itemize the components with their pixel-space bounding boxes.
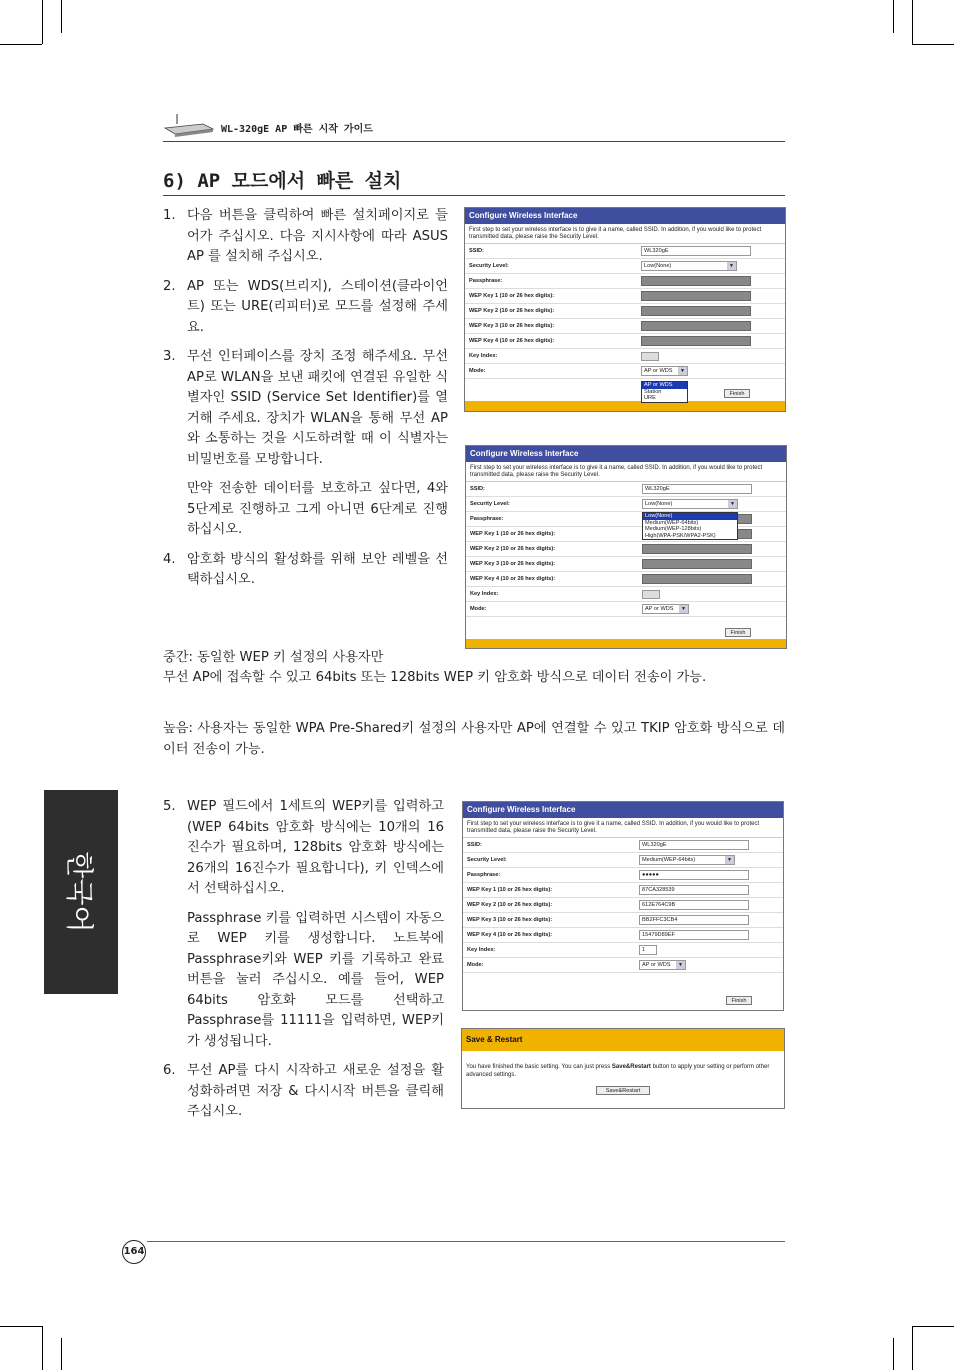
mode-select[interactable]: AP or WDS ▼ xyxy=(639,960,686,970)
list-note: 만약 전송한 데이터를 보호하고 싶다면, 4와 5단계로 진행하고 그게 아니면 6단계로 진행하십시오. xyxy=(187,481,448,537)
panel-description: First step to set your wireless interface is to give it a name, called SSID. In addition, if you would like to protect transmitted data, please raise the Security Level. xyxy=(463,818,783,838)
wep-key2-label: WEP Key 2 (10 or 26 hex digits): xyxy=(467,902,553,908)
panel-description: First step to set your wireless interface is to give it a name, called SSID. In addition, if you would like to protect transmitted data, please raise the Security Level. xyxy=(465,224,785,244)
section-title: 6) AP 모드에서 빠른 설치 xyxy=(163,166,785,196)
panel-title: Configure Wireless Interface xyxy=(463,802,783,818)
crop-mark xyxy=(912,1326,954,1327)
finish-button[interactable]: Finish xyxy=(725,628,751,637)
wep-key3-input[interactable] xyxy=(642,559,752,569)
key-index-label: Key Index: xyxy=(467,947,496,953)
mode-select[interactable]: AP or WDS ▼ xyxy=(641,366,688,376)
crop-mark xyxy=(0,1326,42,1327)
wep-key4-label: WEP Key 4 (10 or 26 hex digits): xyxy=(470,576,556,582)
crop-mark xyxy=(912,1326,913,1370)
key-index-label: Key Index: xyxy=(470,591,499,597)
key-index-select[interactable] xyxy=(642,590,660,599)
wep-key3-label: WEP Key 3 (10 or 26 hex digits): xyxy=(467,917,553,923)
language-label: 한국어 xyxy=(63,851,96,933)
passphrase-label: Passphrase: xyxy=(467,872,501,878)
chevron-down-icon: ▼ xyxy=(728,500,737,508)
header-title: WL-320gE AP 빠른 시작 가이드 xyxy=(221,124,373,135)
medium-note-a: 중간: 동일한 WEP 키 설정의 사용자만 xyxy=(163,650,384,665)
crop-mark xyxy=(893,1338,894,1370)
wep-key1-label: WEP Key 1 (10 or 26 hex digits): xyxy=(470,531,556,537)
key-index-label: Key Index: xyxy=(469,353,498,359)
key-index-select[interactable] xyxy=(641,352,659,361)
wep-key4-input[interactable] xyxy=(642,574,752,584)
wep-key2-input[interactable] xyxy=(642,544,752,554)
security-label: Security Level: xyxy=(467,857,507,863)
crop-mark xyxy=(61,1338,62,1370)
crop-mark xyxy=(893,0,894,33)
wep-key3-label: WEP Key 3 (10 or 26 hex digits): xyxy=(469,323,555,329)
mode-option[interactable]: Station xyxy=(644,388,662,395)
footer-divider xyxy=(147,1241,785,1242)
mode-option[interactable]: AP or WDS xyxy=(642,382,687,389)
wep-key4-input[interactable]: 15479D89EF xyxy=(639,930,749,940)
mode-label: Mode: xyxy=(470,606,487,612)
wep-key3-label: WEP Key 3 (10 or 26 hex digits): xyxy=(470,561,556,567)
language-tab xyxy=(44,790,118,994)
save-restart-text: You have finished the basic setting. You can just press Save&Restart button to apply your setting or perform other advanced settings. xyxy=(466,1064,770,1078)
wep-key3-input[interactable]: BB2FFC3CB4 xyxy=(639,915,749,925)
wep-key4-label: WEP Key 4 (10 or 26 hex digits): xyxy=(467,932,553,938)
wep-key1-label: WEP Key 1 (10 or 26 hex digits): xyxy=(467,887,553,893)
crop-mark xyxy=(0,44,42,45)
panel-description: First step to set your wireless interface is to give it a name, called SSID. In addition, if you would like to protect transmitted data, please raise the Security Level. xyxy=(466,462,786,482)
ssid-input[interactable]: WL320gE xyxy=(641,246,751,256)
ssid-input[interactable]: WL320gE xyxy=(642,484,752,494)
security-label: Security Level: xyxy=(469,263,509,269)
page-number: 164 xyxy=(122,1240,146,1264)
save-restart-title: Save & Restart xyxy=(462,1029,784,1051)
wep-key1-label: WEP Key 1 (10 or 26 hex digits): xyxy=(469,293,555,299)
mode-dropdown xyxy=(641,381,688,403)
chevron-down-icon: ▼ xyxy=(676,961,685,969)
crop-mark xyxy=(912,0,913,44)
security-option[interactable]: High(WPA-PSK/WPA2-PSK) xyxy=(645,532,716,539)
chevron-down-icon: ▼ xyxy=(727,262,736,270)
mode-label: Mode: xyxy=(469,368,486,374)
wep-key2-label: WEP Key 2 (10 or 26 hex digits): xyxy=(470,546,556,552)
security-select[interactable]: Low(None) ▼ xyxy=(642,499,738,509)
list-item: 3. 무선 인터페이스를 장치 조정 해주세요. 무선 AP로 WLAN을 보낸 패킷에 연결된 유일한 식별자인 SSID (Service Set Identifier)를 열거해 주세요. 장치가 WLAN을 통해 무선 AP와 소통하는 것을 시도하려할 때 이 식별자는 비밀번호를 모방합니다. xyxy=(163,349,448,467)
finish-button[interactable]: Finish xyxy=(726,996,752,1005)
save-restart-panel xyxy=(461,1028,785,1109)
passphrase-label: Passphrase: xyxy=(469,278,503,284)
steps-bottom xyxy=(163,797,444,1132)
wep-key4-label: WEP Key 4 (10 or 26 hex digits): xyxy=(469,338,555,344)
wep-key1-input[interactable] xyxy=(641,291,751,301)
security-option[interactable]: Low(None) xyxy=(643,513,737,520)
ssid-label: SSID: xyxy=(469,248,484,254)
ssid-label: SSID: xyxy=(470,486,485,492)
wep-key4-input[interactable] xyxy=(641,336,751,346)
mode-label: Mode: xyxy=(467,962,484,968)
ssid-input[interactable]: WL320gE xyxy=(639,840,749,850)
security-select[interactable]: Low(None) ▼ xyxy=(641,261,737,271)
chevron-down-icon: ▼ xyxy=(725,856,734,864)
list-item: 6. 무선 AP를 다시 시작하고 새로운 설정을 활성화하려면 저장 & 다시시작 버튼을 클릭해 주십시오. xyxy=(163,1063,444,1119)
list-item: 2. AP 또는 WDS(브리지), 스테이션(클라이언트) 또는 URE(리피터)로 모드를 설정해 주세요. xyxy=(163,278,448,335)
save-restart-button[interactable]: Save&Restart xyxy=(596,1086,650,1095)
passphrase-input[interactable]: ●●●●● xyxy=(639,870,749,880)
router-icon xyxy=(163,112,215,138)
medium-note-b: 무선 AP에 접속할 수 있고 64bits 또는 128bits WEP 키 암호화 방식으로 데이터 전송이 가능. xyxy=(163,670,707,685)
mode-option[interactable]: URE xyxy=(644,395,656,401)
passphrase-input[interactable] xyxy=(641,276,751,286)
wireless-config-panel-2 xyxy=(465,445,787,649)
security-select[interactable]: Medium(WEP-64bits) ▼ xyxy=(639,855,735,865)
chevron-down-icon: ▼ xyxy=(678,367,687,375)
crop-mark xyxy=(42,1326,43,1370)
high-note: 높음: 사용자는 동일한 WPA Pre-Shared키 설정의 사용자만 AP에 연결할 수 있고 TKIP 암호화 방식으로 데이터 전송이 가능. xyxy=(163,721,785,757)
wireless-config-panel-1 xyxy=(464,207,786,412)
crop-mark xyxy=(42,0,43,44)
crop-mark xyxy=(912,44,954,45)
security-dropdown xyxy=(642,512,738,540)
panel-title: Configure Wireless Interface xyxy=(466,446,786,462)
wep-key1-input[interactable]: 87CA328539 xyxy=(639,885,749,895)
list-item: 1. 다음 버튼을 클릭하여 빠른 설치페이지로 들어가 주십시오. 다음 지시사항에 따라 ASUS AP 를 설치해 주십시오. xyxy=(163,208,448,264)
list-note: Passphrase 키를 입력하면 시스템이 자동으로 WEP 키를 생성합니다. 노트북에 Passphrase키와 WEP 키를 기록하고 완료 버튼을 눌러 주십시오. 예를 들어, WEP 64bits 암호화 모드를 선택하고 Passphrase를 11111을 입력하면, WEP키가 생성됩니다. xyxy=(187,910,444,1049)
passphrase-label: Passphrase: xyxy=(470,516,504,522)
panel-title: Configure Wireless Interface xyxy=(465,208,785,224)
list-item: 5. WEP 필드에서 1세트의 WEP키를 입력하고 (WEP 64bits 암호화 방식에는 10개의 16진수가 필요하며, 128bits 암호화 방식에는 26개의 16진수가 필요합니다), 키 인덱스에서 선택하십시오. xyxy=(163,799,444,896)
crop-mark xyxy=(61,0,62,33)
security-label: Security Level: xyxy=(470,501,510,507)
wireless-config-panel-3 xyxy=(462,801,784,1011)
steps-top xyxy=(163,206,448,600)
security-option[interactable]: Medium(WEP-64bits) xyxy=(645,519,699,526)
security-option[interactable]: Medium(WEP-128bits) xyxy=(645,526,702,532)
list-item: 4. 암호화 방식의 활성화를 위해 보안 레벨을 선택하십시오. xyxy=(163,551,448,587)
ssid-label: SSID: xyxy=(467,842,482,848)
wep-key2-input[interactable] xyxy=(641,306,751,316)
accent-bar xyxy=(465,401,785,411)
key-index-select[interactable]: 1 xyxy=(639,945,657,955)
finish-button[interactable]: Finish xyxy=(724,389,750,398)
mode-select[interactable]: AP or WDS ▼ xyxy=(642,604,689,614)
wep-key2-input[interactable]: 612E764C9B xyxy=(639,900,749,910)
accent-bar xyxy=(466,639,786,648)
wep-key3-input[interactable] xyxy=(641,321,751,331)
chevron-down-icon: ▼ xyxy=(679,605,688,613)
page-header xyxy=(163,112,785,142)
wep-key2-label: WEP Key 2 (10 or 26 hex digits): xyxy=(469,308,555,314)
